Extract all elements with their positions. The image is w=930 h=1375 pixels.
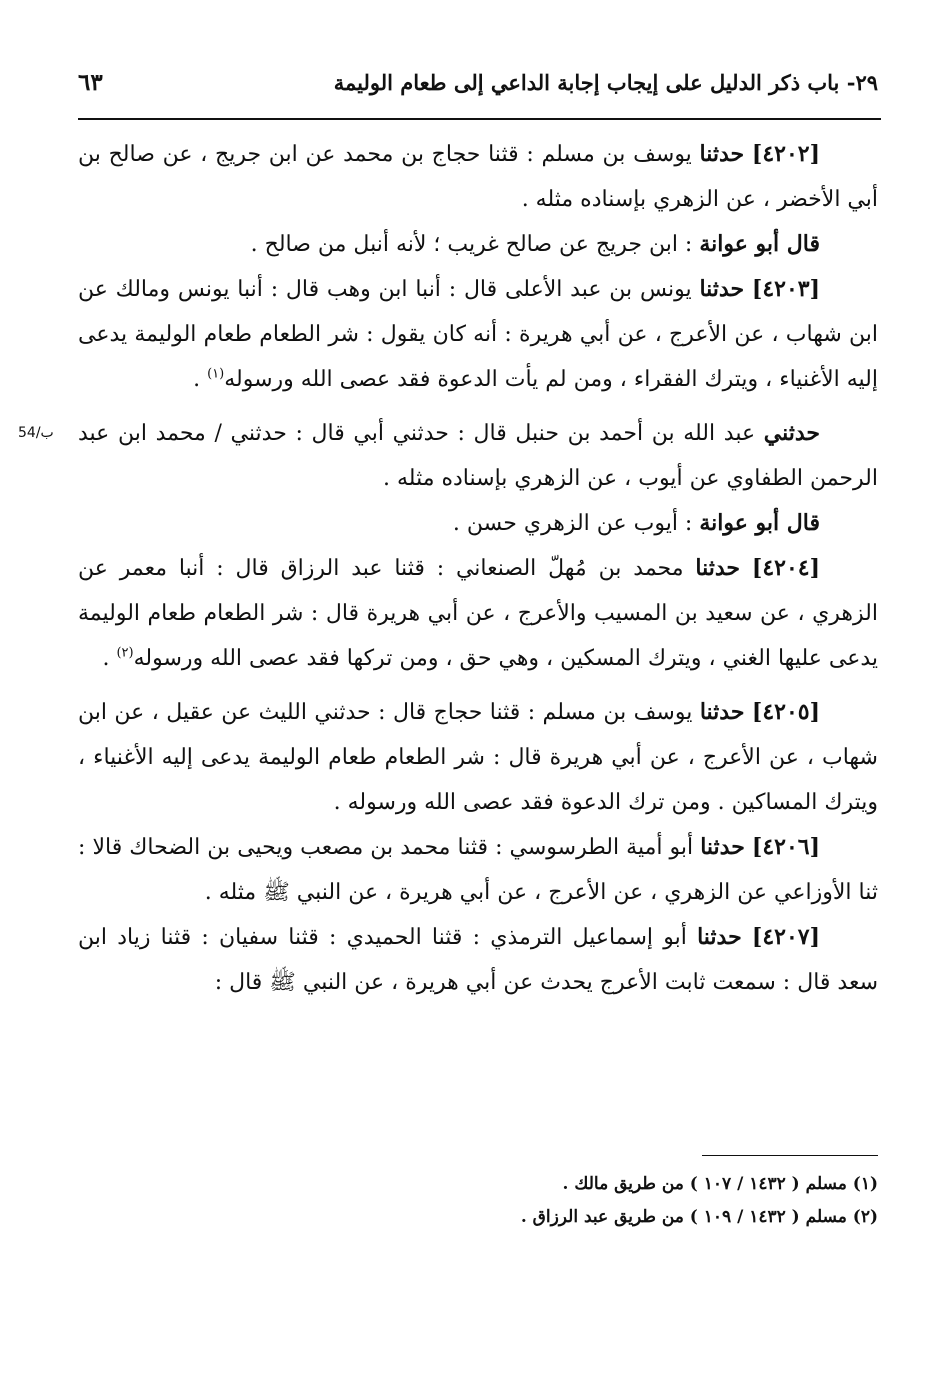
page-number: ٦٣ xyxy=(78,68,103,96)
footnote-separator xyxy=(702,1155,878,1156)
comment-text: : ابن جريج عن صالح غريب ؛ لأنه أنبل من صالح . xyxy=(250,232,693,257)
page-header xyxy=(78,62,878,102)
hadith-number: [٤٢٠٢] xyxy=(751,141,821,167)
running-title: ٢٩- باب ذكر الدليل على إيجاب إجابة الداعي إلى طعام الوليمة xyxy=(333,69,878,95)
header-rule xyxy=(78,118,881,120)
hadith-number: [٤٢٠٧] xyxy=(751,924,821,950)
hadith-text-end: . xyxy=(102,646,117,671)
hadith-text: محمد بن مُهلّ الصنعاني : قثنا عبد الرزاق قال : أنبا معمر عن الزهري ، عن سعيد بن المسيب والأعرج ، عن أبي هريرة قال : شر الطعام طعام الوليمة يدعى عليها الغني ، ويترك المسكين ، وهي حق ، ومن تركها فقد عصى الله ورسوله xyxy=(78,556,878,671)
hadith-text: أبو أمية الطرسوسي : قثنا محمد بن مصعب ويحيى بن الضحاك قالا : ثنا الأوزاعي عن الزهري ، عن الأعرج ، عن أبي هريرة ، عن النبي ﷺ مثله . xyxy=(78,835,878,905)
comment-keyword: قال أبو عوانة xyxy=(699,510,820,536)
hadith-text: يوسف بن مسلم : قثنا حجاج قال : حدثني الليث عن عقيل ، عن ابن شهاب ، عن الأعرج ، عن أبي هريرة قال : شر الطعام طعام الوليمة يدعى إليه الأغنياء ، ويترك المساكين . ومن ترك الدعوة فقد عصى الله ورسوله . xyxy=(78,700,878,815)
hadith-number: [٤٢٠٦] xyxy=(751,834,821,860)
footnote: (١) مسلم ( ١٤٣٢ / ١٠٧ ) من طريق مالك . xyxy=(562,1174,878,1194)
narration-keyword: حدثنا xyxy=(699,141,745,167)
footnote-reference[interactable]: (٢) xyxy=(116,645,134,661)
hadith-text: يوسف بن مسلم : قثنا حجاج بن محمد عن ابن جريج ، عن صالح بن أبي الأخضر ، عن الزهري بإسناده مثله . xyxy=(78,142,878,212)
hadith-number: [٤٢٠٣] xyxy=(751,276,820,302)
narration-keyword: حدثنا xyxy=(700,834,745,860)
footnotes xyxy=(78,1168,878,1234)
main-text xyxy=(18,132,878,1005)
narration-keyword: حدثنا xyxy=(699,276,745,302)
narration-keyword: حدثنا xyxy=(695,555,741,581)
comment-paragraph xyxy=(78,222,878,267)
footnote: (٢) مسلم ( ١٤٣٢ / ١٠٩ ) من طريق عبد الرزاق . xyxy=(520,1207,878,1227)
narration-keyword: حدثنا xyxy=(699,699,745,725)
narration-keyword: حدثني xyxy=(763,420,820,446)
comment-text: : أيوب عن الزهري حسن . xyxy=(452,511,693,536)
chain-text: عبد الله بن أحمد بن حنبل قال : حدثني أبي قال : حدثني / محمد ابن عبد الرحمن الطفاوي عن أيوب ، عن الزهري بإسناده مثله . xyxy=(78,421,878,491)
manuscript-folio-note: 54/ب xyxy=(18,425,54,441)
hadith-text-end: . xyxy=(193,367,208,392)
hadith-paragraph xyxy=(78,825,878,915)
chain-paragraph xyxy=(18,411,878,501)
hadith-text: أبو إسماعيل الترمذي : قثنا الحميدي : قثنا سفيان : قثنا زياد ابن سعد قال : سمعت ثابت الأعرج يحدث عن أبي هريرة ، عن النبي ﷺ قال : xyxy=(78,925,878,995)
footnote-reference[interactable]: (١) xyxy=(207,366,225,382)
hadith-number: [٤٢٠٤] xyxy=(751,555,820,581)
comment-keyword: قال أبو عوانة xyxy=(699,231,820,257)
hadith-paragraph xyxy=(78,690,878,825)
hadith-paragraph xyxy=(78,132,878,222)
hadith-number: [٤٢٠٥] xyxy=(751,699,820,725)
hadith-text: يونس بن عبد الأعلى قال : أنبا ابن وهب قال : أنبا يونس ومالك عن ابن شهاب ، عن الأعرج ، عن أبي هريرة : أنه كان يقول : شر الطعام طعام الوليمة يدعى إليه الأغنياء ، ويترك الفقراء ، ومن لم يأت الدعوة فقد عصى الله ورسوله xyxy=(78,277,878,392)
comment-paragraph xyxy=(78,501,878,546)
hadith-paragraph xyxy=(78,915,878,1005)
hadith-paragraph xyxy=(78,267,878,402)
narration-keyword: حدثنا xyxy=(697,924,742,950)
hadith-paragraph xyxy=(78,546,878,681)
